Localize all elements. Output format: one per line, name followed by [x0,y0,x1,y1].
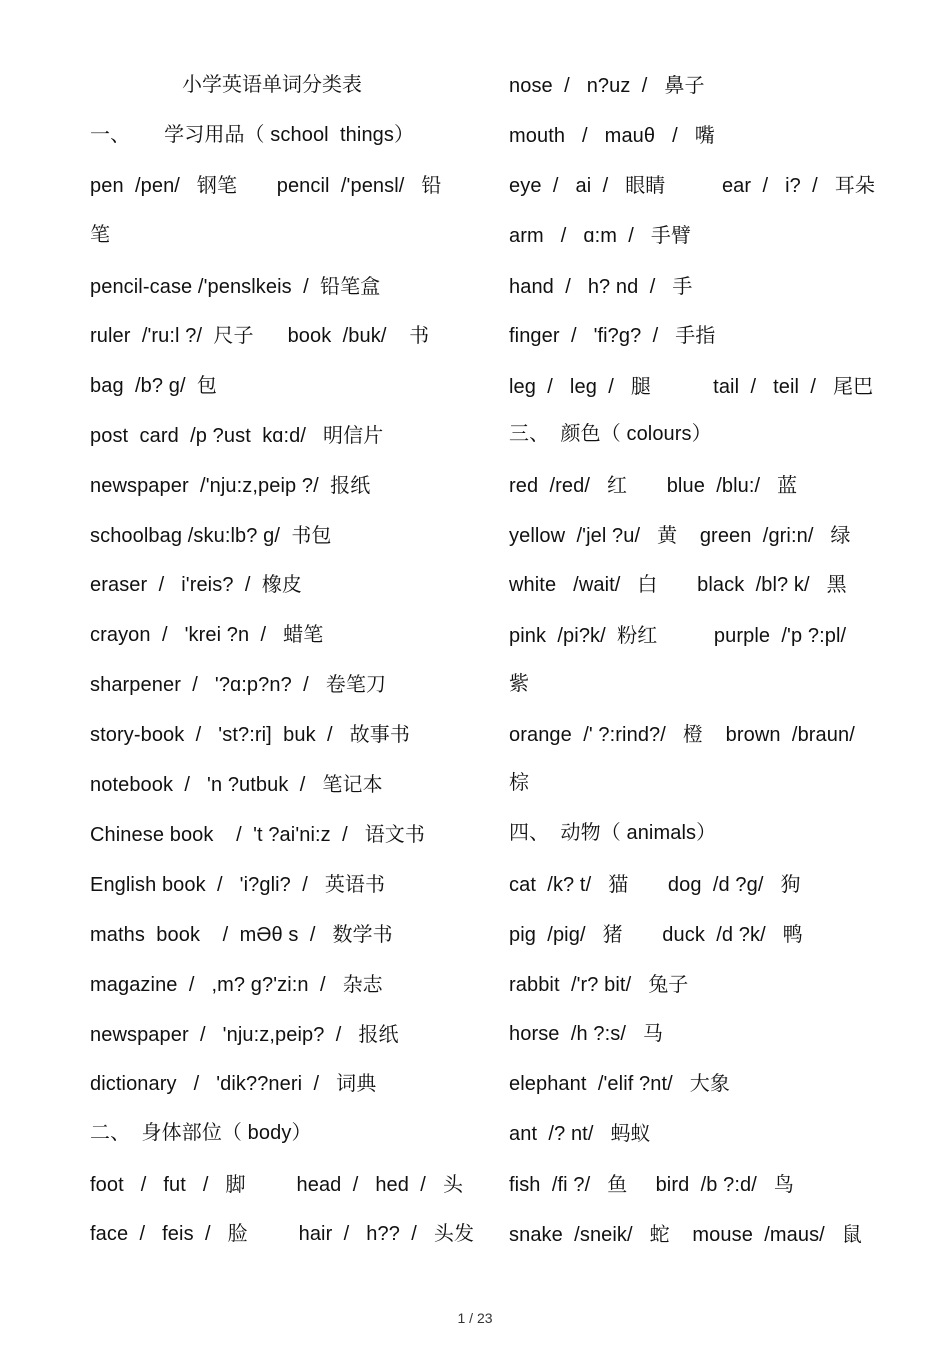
right-column-line: cat /k? t/ 猫 dog /d ?g/ 狗 [509,874,801,896]
right-column-line: pig /pig/ 猪 duck /d ?k/ 鸭 [509,924,803,946]
right-column-line: horse /h ?:s/ 马 [509,1023,664,1045]
right-column-line: yellow /'jel ?u/ 黄 green /gri:n/ 绿 [509,525,851,547]
left-column-line: post card /p ?ust kɑ:d/ 明信片 [90,425,384,447]
right-column-line: finger / 'fi?g? / 手指 [509,325,716,347]
left-column-line: notebook / 'n ?utbuk / 笔记本 [90,774,383,796]
document-title: 小学英语单词分类表 [182,74,362,96]
left-column-line: 一、 学习用品（ school things） [90,124,415,146]
left-column-line: face / feis / 脸 hair / h?? / 头发 [90,1223,475,1245]
right-column-line: 紫 [509,673,530,695]
right-column-line: arm / ɑ:m / 手臂 [509,225,692,247]
right-column-line: 棕 [509,772,530,794]
right-column-line: orange /' ?:rind?/ 橙 brown /braun/ [509,724,855,746]
right-column-line: eye / ai / 眼睛 ear / i? / 耳朵 [509,175,876,197]
page-number: 1 / 23 [457,1310,493,1326]
left-column-line: English book / 'i?gli? / 英语书 [90,874,386,896]
left-column-line: dictionary / 'dik??neri / 词典 [90,1073,377,1095]
left-column-line: newspaper /'nju:z,peip ?/ 报纸 [90,475,371,497]
left-column-line: story-book / 'st?:ri] buk / 故事书 [90,724,410,746]
right-column-line: nose / n?uz / 鼻子 [509,75,705,97]
left-column-line: crayon / 'krei ?n / 蜡笔 [90,624,324,646]
left-column-line: Chinese book / 't ?ai'ni:z / 语文书 [90,824,426,846]
left-column-line: bag /b? g/ 包 [90,375,218,397]
left-column-line: schoolbag /sku:lb? g/ 书包 [90,525,332,547]
left-column-line: 笔 [90,224,111,246]
right-column-line: mouth / mauθ / 嘴 [509,125,715,147]
left-column-line: ruler /'ru:l ?/ 尺子 book /buk/ 书 [90,325,430,347]
right-column-line: red /red/ 红 blue /blu:/ 蓝 [509,475,798,497]
left-column-line: 二、 身体部位（ body） [90,1122,312,1144]
right-column-line: snake /sneik/ 蛇 mouse /maus/ 鼠 [509,1224,862,1246]
left-column-line: maths book / mӘθ s / 数学书 [90,924,393,946]
right-column-line: pink /pi?k/ 粉红 purple /'p ?:pl/ [509,625,847,647]
left-column-line: sharpener / '?ɑ:p?n? / 卷笔刀 [90,674,387,696]
left-column-line: pencil-case /'penslkeis / 铅笔盒 [90,276,381,298]
right-column-line: 四、 动物（ animals） [509,822,717,844]
right-column-line: fish /fi ?/ 鱼 bird /b ?:d/ 鸟 [509,1174,795,1196]
right-column-line: hand / h? nd / 手 [509,276,693,298]
left-column-line: newspaper / 'nju:z,peip? / 报纸 [90,1024,399,1046]
right-column-line: white /wait/ 白 black /bl? k/ 黑 [509,574,847,596]
right-column-line: ant /? nt/ 蚂蚁 [509,1123,651,1145]
left-column-line: eraser / i'reis? / 橡皮 [90,574,303,596]
right-column-line: rabbit /'r? bit/ 兔子 [509,974,689,996]
right-column-line: 三、 颜色（ colours） [509,423,712,445]
left-column-line: pen /pen/ 钢笔 pencil /'pensl/ 铅 [90,175,442,197]
left-column-line: magazine / ,m? g?'zi:n / 杂志 [90,974,383,996]
right-column-line: leg / leg / 腿 tail / teil / 尾巴 [509,376,874,398]
right-column-line: elephant /'elif ?nt/ 大象 [509,1073,730,1095]
left-column-line: foot / fut / 脚 head / hed / 头 [90,1174,464,1196]
